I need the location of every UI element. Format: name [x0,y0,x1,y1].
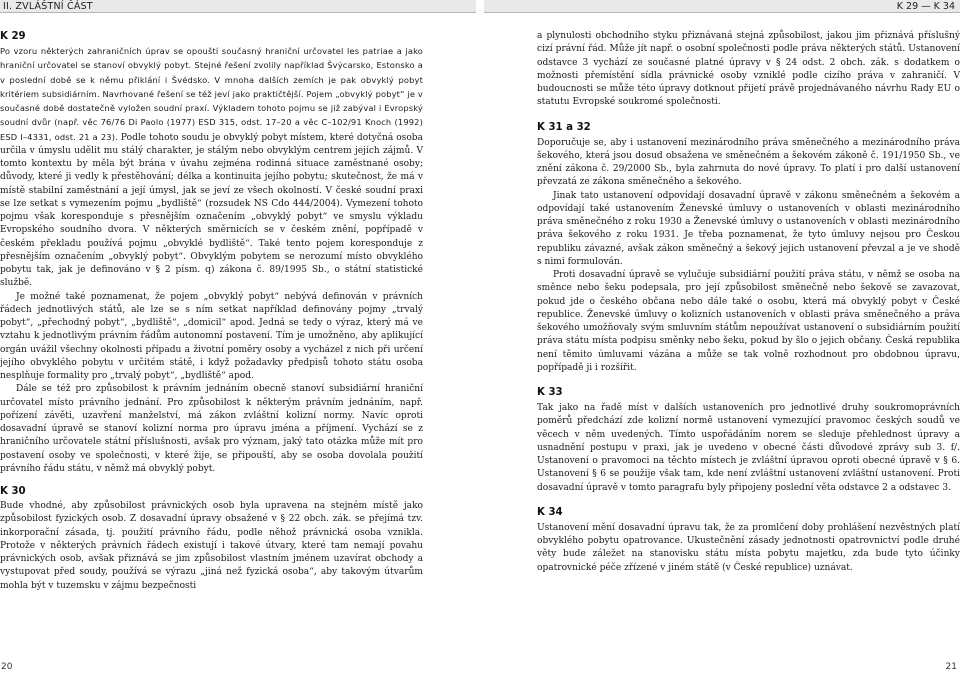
k33-paragraph-1: Tak jako na řadě míst v dalších ustanoveních pro jednotlivé druhy soukromoprávních poměrů předchází zde kolizní normě ustanovení vymezující pravomoc českých soudů ve věcech v něm uvedených. Tímto uspořádáním norem se sleduje přehlednost úpravy a usnadnění postupu v praxi, jak je uvedeno v obecné části důvodové zprávy sub 3. f/. Ustanovení o pravomoci na těchto místech je zvláštní úpravou oproti obecné úpravě v § 6. Ustanovení § 6 se použije však tam, kde není zvláštní ustanovení zvláštní ustanovení. Proti dosavadní úpravě v tomto paragrafu byly připojeny poslední věta odstavce 2 a odstavec 3. [537,403,960,493]
section-heading-k33: K 33 [537,387,563,398]
section-heading-k34: K 34 [537,506,563,518]
k29-paragraph-1-serif-part: Podle tohoto soudu je obvyklý pobyt místem, které dotyčná osoba určila v úmyslu udělit mu stálý charakter, je stálým nebo obvyklým centrem jejích zájmů. V tomto kontextu by měla být brána v úvahu zejména rodinná situace zaměstnané osoby; důvody, které ji vedly k přestěhování; délka a kontinuita jejího pobytu; skutečnost, že má v místě stabilní zaměstnání a její úmysl, jak se jeví ze všech okolností. V české soudní praxi se lze setkat s vymezením pojmu „bydliště“ (rozsudek NS Cdo 444/2004). Vymezení tohoto pojmu však koresponduje s přesnějším označením „obvyklý pobyt“ ve smyslu výkladu Evropského soudního dvora. V některých směrnicích se v českém znění, popřípadě v českém překladu používá pojmu „obvyklé bydliště“. Také tento pojem koresponduje z přesnějším označením „obvyklý pobyt“. Obvyklým pobytem se nerozumí místo obvyklého pobytu tak, jak je definováno v § 2 písm. q) zákona č. 89/1995 Sb., o státní statistické službě. [0,132,423,289]
k29-paragraph-1-sans-part: Po vzoru některých zahraničních úprav se opouští současný hraniční určovatel les patriae a jako hraniční určovatel se stanoví obvyklý pobyt. Stejné řešení zvolily například Švýcarsko, Estonsko a v poslední době se k němu přiklání i Švédsko. V mnoha dalších zemích je pak obvyklý pobyt kritériem subsidiárním. Navrhované řešení se též jeví jako praktičtější. Pojem „obvyklý pobyt“ je v současné době dostatečně vyložen soudní praxí. Výkladem tohoto pojmu se již zabýval i Evropský soudní dvůr (např. věc 76/76 Di Paolo (1977) ESD 315, odst. 17–20 a věc C–102/91 Knoch (1992) ESD I–4331, odst. 21 a 23). [0,46,423,142]
k29-paragraph-1 [0,45,423,291]
k30-paragraph-1: Bude vhodné, aby způsobilost právnických osob byla upravena na stejném místě jako způsobilost fyzických osob. Z dosavadní úpravy obsažené v § 22 obch. zák. se přejímá tzv. inkorporační zásada, tj. použití právního řádu, podle něhož právnická osoba vznikla. Protože v některých právních řádech existují i takové útvary, které tam nemají povahu právnických osob, avšak přiznává se jim způsobilost vlastním jménem uzavírat obchody a vystupovat před soudy, používá se výrazu „jiná než fyzická osoba“, aby takovým útvarům mohla být v tuzemsku v zájmu bezpečnosti [0,501,423,591]
page-number-left: 20 [1,662,13,672]
section-heading-k31-32: K 31 a 32 [537,121,591,133]
section-heading-k30: K 30 [0,486,26,497]
k30-continuation: a plynulosti obchodního styku přiznávaná stejná způsobilost, jakou jim přiznává příslušný cizí právní řád. Může jít např. o osobní společnosti podle práva některých států. Ustanovení odstavce 3 vychází ze současné platné úpravy v § 24 odst. 2 obch. zák. s dodatkem o možnosti přemístění sídla právnické osoby vzniklé podle cizího práva v zahraničí. V budoucnosti se může této úpravy dotknout přijetí právě projednávaného návrhu Rady EU o statutu Evropské soukromé společnosti. [537,31,960,108]
k29-paragraph-3: Dále se též pro způsobilost k právním jednáním obecně stanoví subsidiární hraniční určovatel místo právního jednání. Pro způsobilost k některým právním jednáním, např. pořízení závěti, uzavření manželství, má zákon zvláštní kolizní normy. Navíc oproti dosavadní úpravě se stanoví kolizní norma pro úpravu jména a příjmení. Vychází se z hraničního určovatele státní příslušnosti, avšak pro význam, jaký tato otázka může mít pro postavení osoby ve společnosti, v které žije, se připouští, aby se osoba dovolala použití právního řádu státu, v němž má obvyklý pobyt. [0,384,423,474]
header-section-range: K 29 — K 34 [484,0,960,13]
k34-paragraph-1: Ustanovení mění dosavadní úpravu tak, že za promlčení doby prohlášení nezvěstných platí obvyklého pobytu opatrovance. Ukustečnění zásady jednotnosti opatrovnictví podle druhé věty bude záležet na stanovisku státu místa pobytu majetku, zda bude tyto účinky opatrovnické péče zřízené v jiném státě (v České republice) uznávat. [537,522,960,573]
k31-paragraph-2: Jinak tato ustanovení odpovídají dosavadní úpravě v zákonu směnečném a šekovém a odpovídají také ustanovením Ženevské úmluvy o ustanoveních v oblasti mezinárodního práva směnečného z roku 1930 a Ženevské úmluvy o ustanoveních v oblasti mezinárodního práva šekového z roku 1931. Je třeba poznamenat, že tyto úmluvy nejsou pro Českou republiku závazné, avšak zákon směnečný a šekový jejich ustanovení převzal a je ve shodě s nimi formulován. [537,190,960,267]
k31-paragraph-3: Proti dosavadní úpravě se vylučuje subsidiární použití práva státu, v němž se osoba na směnce nebo šeku podepsala, pro její způsobilost směnečně nebo šekově se zavazovat, pokud jde o českého občana nebo dále také o osobu, která má obvyklý pobyt v České republice. Ženevské úmluvy o kolizních ustanoveních v oblasti práva směnečného a práva šekového umožňovaly svým smluvním státům nepoužívat ustanovení o subsidiárním použití práva státu místa podpisu směnky nebo šeku, pokud by šlo o jejich občany. Česká republika není těmito úmluvami vázána a může se tak volně rozhodnout pro obdobnou úpravu, popřípadě ji i rozšířit. [537,270,960,373]
k29-paragraph-2: Je možné také poznamenat, že pojem „obvyklý pobyt“ nebývá definován v právních řádech jednotlivých států, ale lze se s ním setkat například definovány pojmy „trvalý pobyt“, „přechodný pobyt“, „bydliště“, „domicil“ apod. Jedná se tedy o výraz, který má ve vztahu k jednotlivým právním řádům autonomní postavení. Tím je umožněno, aby aplikující orgán uvážil všechny okolnosti případu a životní poměry osoby a vycházel z nich při určení jejího obvyklého pobytu v určitém státě, i když požadavky předpisů tohoto státu osoba nesplňuje formality pro „trvalý pobyt“, „bydliště“ apod. [0,291,423,381]
left-column [0,30,423,593]
section-heading-k29: K 29 [0,31,26,42]
header-section-title: II. ZVLÁŠTNÍ ČÁST [0,0,476,13]
right-column [537,30,960,575]
running-header [0,0,960,13]
k31-paragraph-1: Doporučuje se, aby i ustanovení mezinárodního práva směnečného a mezinárodního práva šekového, která jsou dosud obsažena ve směnečném a šekovém zákoně č. 191/1950 Sb., ve znění zákona č. 29/2000 Sb., byla zahrnuta do nové úpravy. To platí i pro další ustanovení převzatá ze zákona směnečného a šekového. [537,137,960,188]
page-number-right: 21 [945,662,957,672]
